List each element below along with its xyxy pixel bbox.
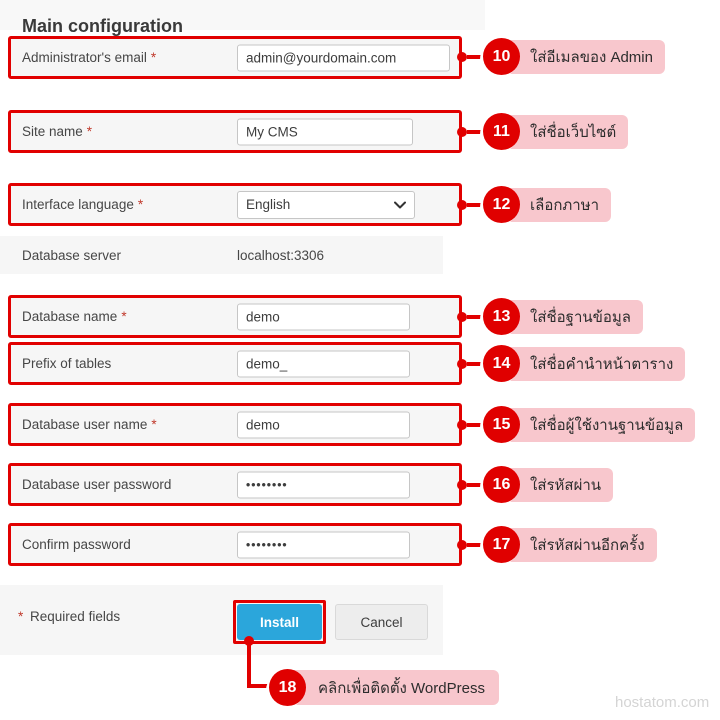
field-label: Database user password: [22, 477, 172, 492]
required-note: [18, 609, 120, 624]
language-select-value: English: [246, 197, 291, 212]
chevron-down-icon: [394, 201, 406, 209]
annotation-13: [457, 298, 643, 335]
connector-line: [467, 55, 483, 59]
annotation-number-badge: 16: [483, 466, 520, 503]
annotation-label: ใส่ชื่อผู้ใช้งานฐานข้อมูล: [500, 408, 695, 442]
connector-line: [247, 641, 251, 686]
connector-dot: [457, 312, 467, 322]
form-row-database-user: [8, 403, 462, 446]
connector-dot: [457, 540, 467, 550]
annotation-14: [457, 345, 685, 382]
required-note-text: Required fields: [30, 609, 121, 624]
annotation-number-badge: 14: [483, 345, 520, 382]
form-row-interface-language: [8, 183, 462, 226]
connector-line: [467, 483, 483, 487]
required-asterisk: *: [150, 50, 157, 65]
annotation-label: เลือกภาษา: [500, 188, 611, 222]
annotation-label: ใส่รหัสผ่าน: [500, 468, 613, 502]
site-name-input[interactable]: [237, 118, 413, 145]
form-row-database-name: [8, 295, 462, 338]
annotation-label: ใส่รหัสผ่านอีกครั้ง: [500, 528, 657, 562]
field-label: Database name: [22, 309, 118, 324]
form-row-confirm-password: [8, 523, 462, 566]
connector-line: [467, 543, 483, 547]
page-title: Main configuration: [22, 16, 183, 37]
connector-dot: [457, 52, 467, 62]
required-asterisk: *: [137, 197, 144, 212]
annotation-label: ใส่อีเมลของ Admin: [500, 40, 665, 74]
confirm-password-input[interactable]: [237, 531, 410, 558]
field-label: Prefix of tables: [22, 356, 112, 371]
form-row-table-prefix: [8, 342, 462, 385]
database-name-input[interactable]: [237, 303, 410, 330]
annotation-number-badge: 11: [483, 113, 520, 150]
language-select[interactable]: [237, 191, 415, 219]
connector-line: [467, 362, 483, 366]
field-label: Database server: [22, 247, 122, 263]
required-asterisk: *: [151, 417, 157, 432]
annotation-number-badge: 13: [483, 298, 520, 335]
annotation-15: [457, 406, 695, 443]
required-asterisk: *: [121, 309, 127, 324]
required-asterisk: *: [18, 609, 24, 624]
form-row-database-server: [0, 236, 443, 274]
annotation-16: [457, 466, 613, 503]
annotation-label: ใส่ชื่อเว็บไซต์: [500, 115, 628, 149]
install-button[interactable]: Install: [237, 604, 322, 640]
form-row-database-password: [8, 463, 462, 506]
field-label: Interface language: [22, 197, 134, 212]
annotation-label: ใส่ชื่อคำนำหน้าตาราง: [500, 347, 685, 381]
field-label: Site name: [22, 124, 83, 139]
field-label: Database user name: [22, 417, 148, 432]
connector-dot: [457, 420, 467, 430]
annotation-12: [457, 186, 611, 223]
connector-dot: [457, 359, 467, 369]
annotation-label: ใส่ชื่อฐานข้อมูล: [500, 300, 643, 334]
database-password-input[interactable]: [237, 471, 410, 498]
field-label: Confirm password: [22, 537, 131, 552]
database-server-value: localhost:3306: [237, 247, 325, 263]
connector-dot: [457, 200, 467, 210]
database-user-input[interactable]: [237, 411, 410, 438]
connector-line: [467, 315, 483, 319]
form-row-site-name: [8, 110, 462, 153]
annotation-number-badge: 12: [483, 186, 520, 223]
connector-line: [467, 130, 483, 134]
connector-dot: [457, 480, 467, 490]
annotation-number-badge: 15: [483, 406, 520, 443]
annotation-number-badge: 18: [269, 669, 306, 706]
form-row-admin-email: [8, 36, 462, 79]
annotation-11: [457, 113, 628, 150]
annotation-number-badge: 17: [483, 526, 520, 563]
connector-line: [467, 203, 483, 207]
required-asterisk: *: [86, 124, 93, 139]
annotation-label: คลิกเพื่อติดตั้ง WordPress: [288, 670, 499, 705]
cancel-button[interactable]: Cancel: [335, 604, 428, 640]
connector-dot: [457, 127, 467, 137]
table-prefix-input[interactable]: [237, 350, 410, 377]
annotation-17: [457, 526, 657, 563]
annotation-10: [457, 38, 665, 75]
connector-line: [467, 423, 483, 427]
annotation-number-badge: 10: [483, 38, 520, 75]
watermark: hostatom.com: [615, 694, 710, 711]
admin-email-input[interactable]: [237, 44, 450, 71]
field-label: Administrator's email: [22, 50, 147, 65]
